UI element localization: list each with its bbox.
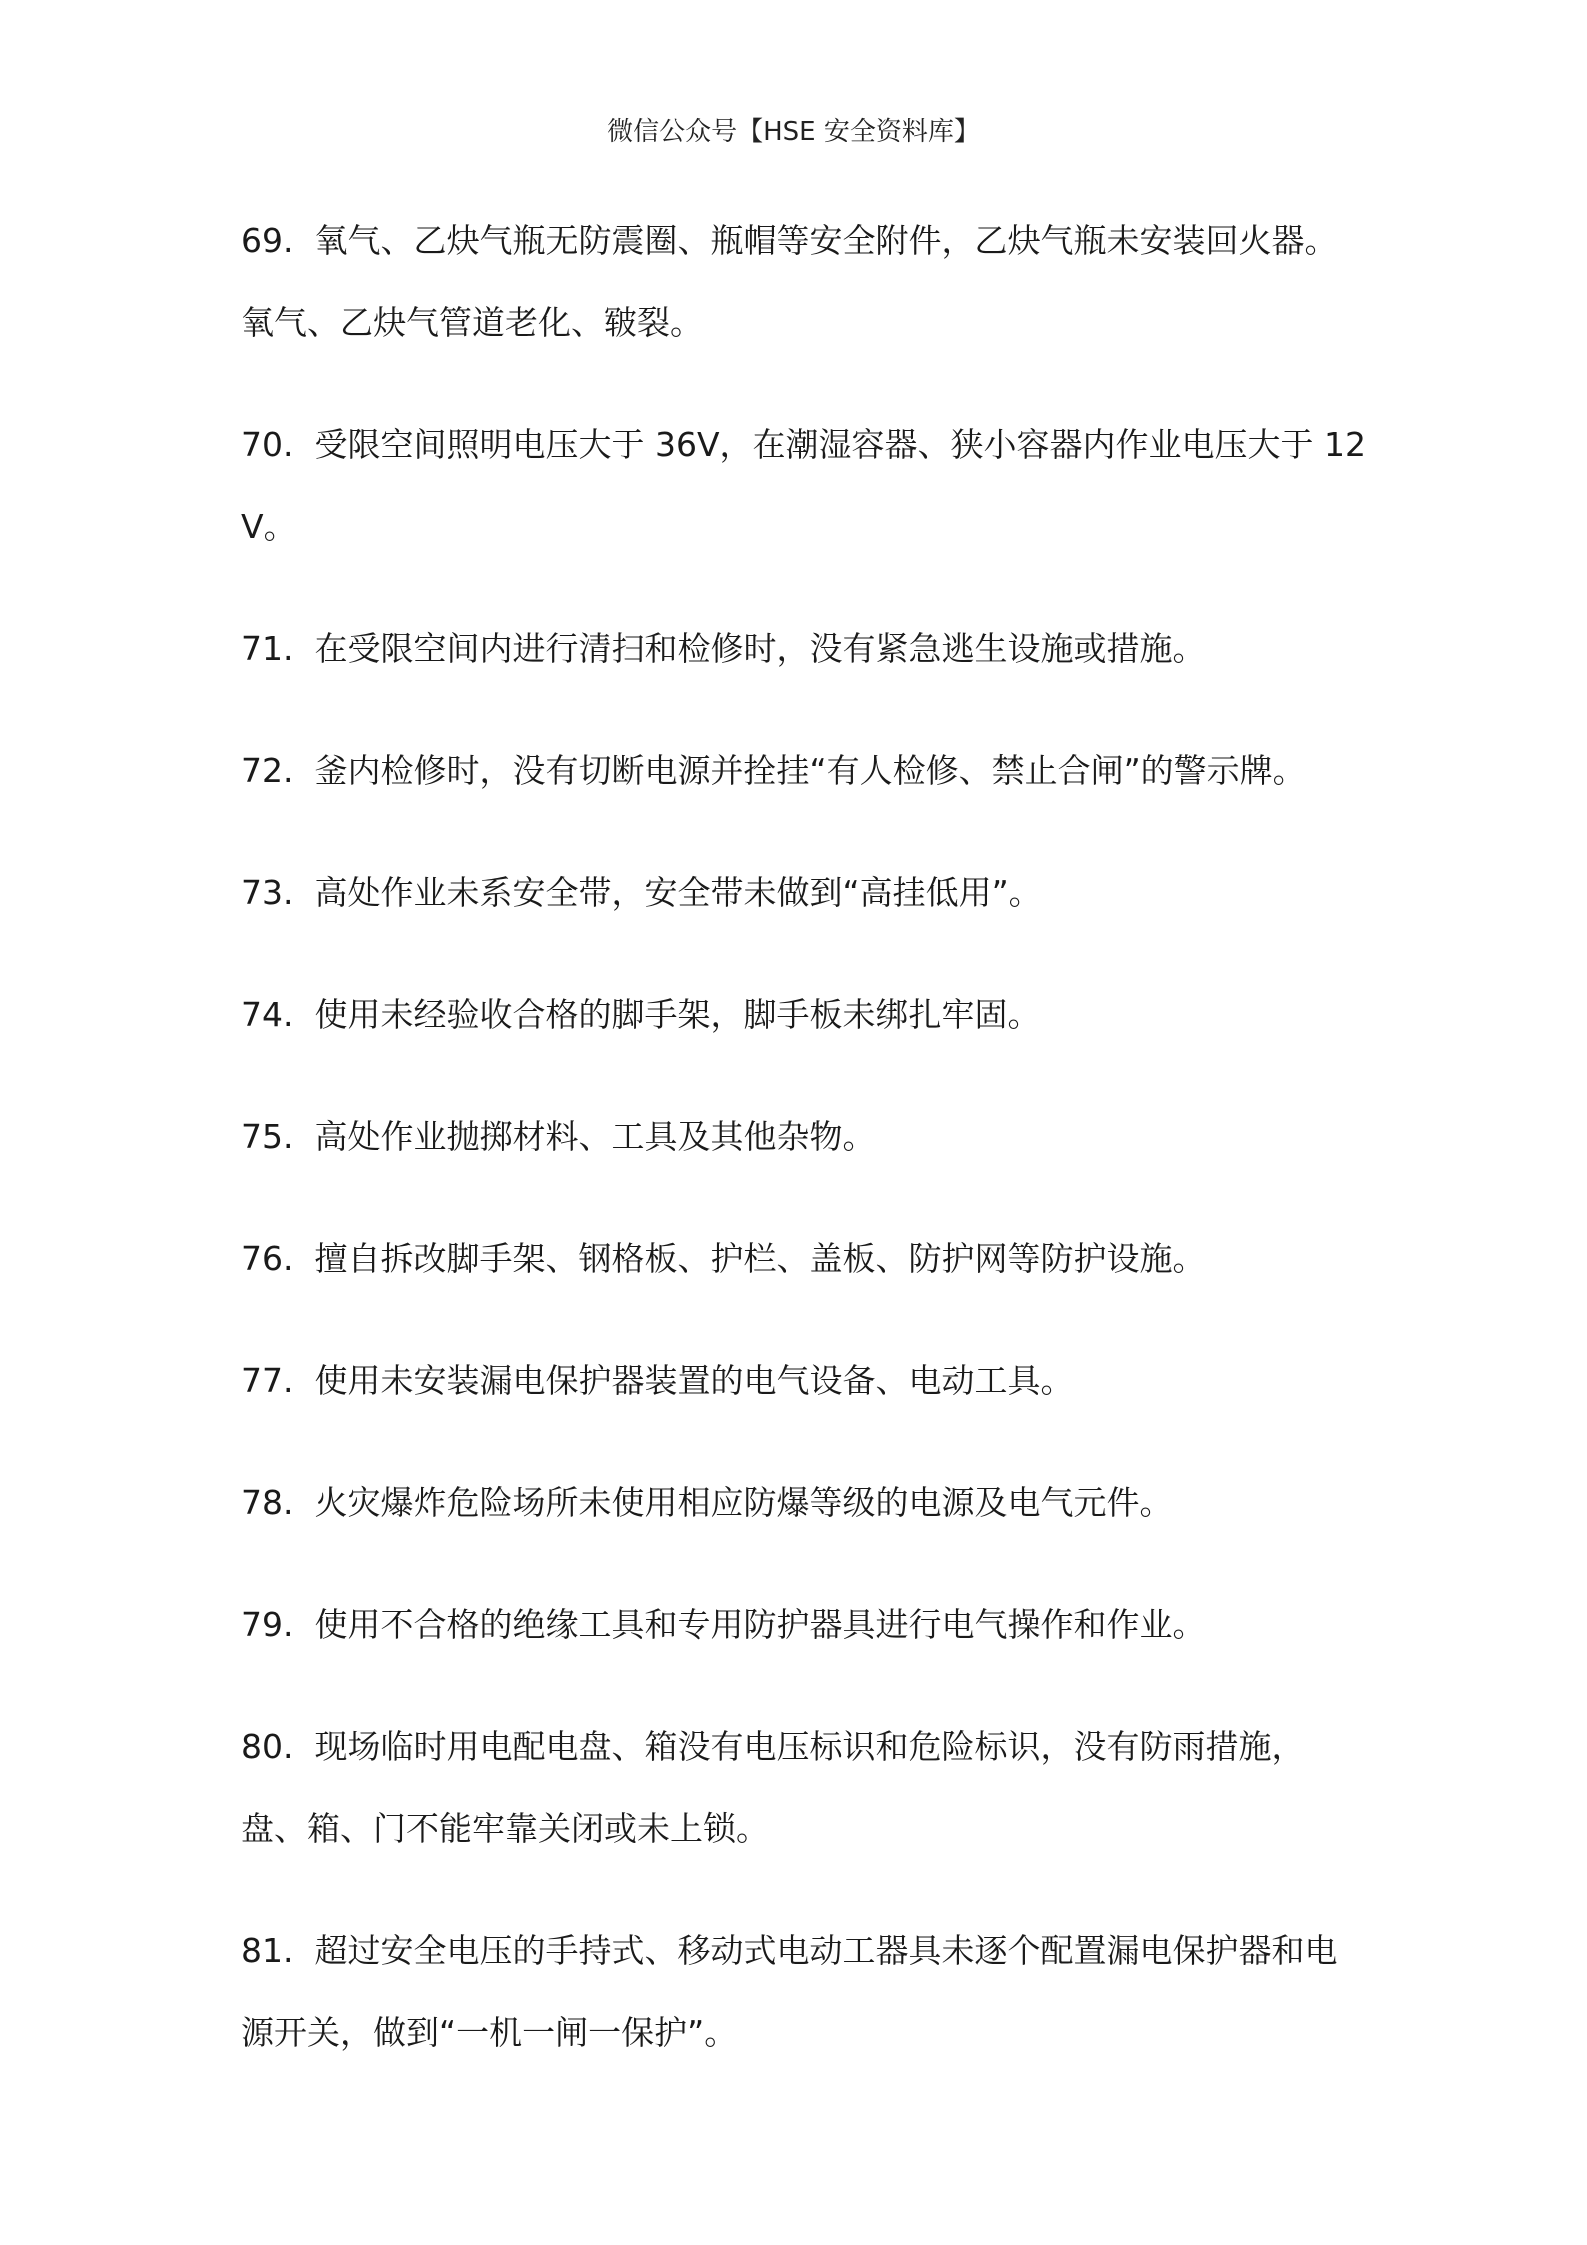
item-number: 80. bbox=[241, 1727, 294, 1766]
item-text: 现场临时用电配电盘、箱没有电压标识和危险标识，没有防雨措施，盘、箱、门不能牢靠关闭或未上锁。 bbox=[241, 1727, 1305, 1848]
item-text: 擅自拆改脚手架、钢格板、护栏、盖板、防护网等防护设施。 bbox=[314, 1239, 1206, 1278]
item-text: 氧气、乙炔气瓶无防震圈、瓶帽等安全附件，乙炔气瓶未安装回火器。氧气、乙炔气管道老化、皲裂。 bbox=[241, 221, 1338, 342]
item-text: 使用未经验收合格的脚手架，脚手板未绑扎牢固。 bbox=[314, 995, 1041, 1034]
list-item bbox=[241, 200, 1366, 364]
item-text: 高处作业抛掷材料、工具及其他杂物。 bbox=[314, 1117, 876, 1156]
item-text: 使用不合格的绝缘工具和专用防护器具进行电气操作和作业。 bbox=[314, 1605, 1206, 1644]
list-item bbox=[241, 1340, 1366, 1422]
list-item bbox=[241, 608, 1366, 690]
list-item bbox=[241, 852, 1366, 934]
hazard-list bbox=[241, 200, 1366, 2114]
list-item bbox=[241, 1910, 1366, 2074]
item-text: 受限空间照明电压大于 36V，在潮湿容器、狭小容器内作业电压大于 12V。 bbox=[241, 425, 1367, 546]
item-text: 火灾爆炸危险场所未使用相应防爆等级的电源及电气元件。 bbox=[314, 1483, 1173, 1522]
item-text: 在受限空间内进行清扫和检修时，没有紧急逃生设施或措施。 bbox=[314, 629, 1206, 668]
item-number: 69. bbox=[241, 221, 294, 260]
item-text: 使用未安装漏电保护器装置的电气设备、电动工具。 bbox=[314, 1361, 1074, 1400]
item-text: 釜内检修时，没有切断电源并拴挂“有人检修、禁止合闸”的警示牌。 bbox=[314, 751, 1306, 790]
item-number: 74. bbox=[241, 995, 294, 1034]
item-number: 77. bbox=[241, 1361, 294, 1400]
list-item bbox=[241, 974, 1366, 1056]
item-number: 76. bbox=[241, 1239, 294, 1278]
list-item bbox=[241, 1096, 1366, 1178]
item-number: 73. bbox=[241, 873, 294, 912]
item-number: 70. bbox=[241, 425, 294, 464]
list-item bbox=[241, 404, 1366, 568]
item-text: 高处作业未系安全带，安全带未做到“高挂低用”。 bbox=[314, 873, 1042, 912]
list-item bbox=[241, 1584, 1366, 1666]
item-number: 72. bbox=[241, 751, 294, 790]
item-number: 78. bbox=[241, 1483, 294, 1522]
item-text: 超过安全电压的手持式、移动式电动工器具未逐个配置漏电保护器和电源开关，做到“一机一闸一保护”。 bbox=[241, 1931, 1338, 2052]
item-number: 71. bbox=[241, 629, 294, 668]
list-item bbox=[241, 1218, 1366, 1300]
item-number: 81. bbox=[241, 1931, 294, 1970]
item-number: 79. bbox=[241, 1605, 294, 1644]
page-header: 微信公众号【HSE 安全资料库】 bbox=[607, 117, 980, 147]
list-item bbox=[241, 1462, 1366, 1544]
item-number: 75. bbox=[241, 1117, 294, 1156]
list-item bbox=[241, 730, 1366, 812]
list-item bbox=[241, 1706, 1366, 1870]
